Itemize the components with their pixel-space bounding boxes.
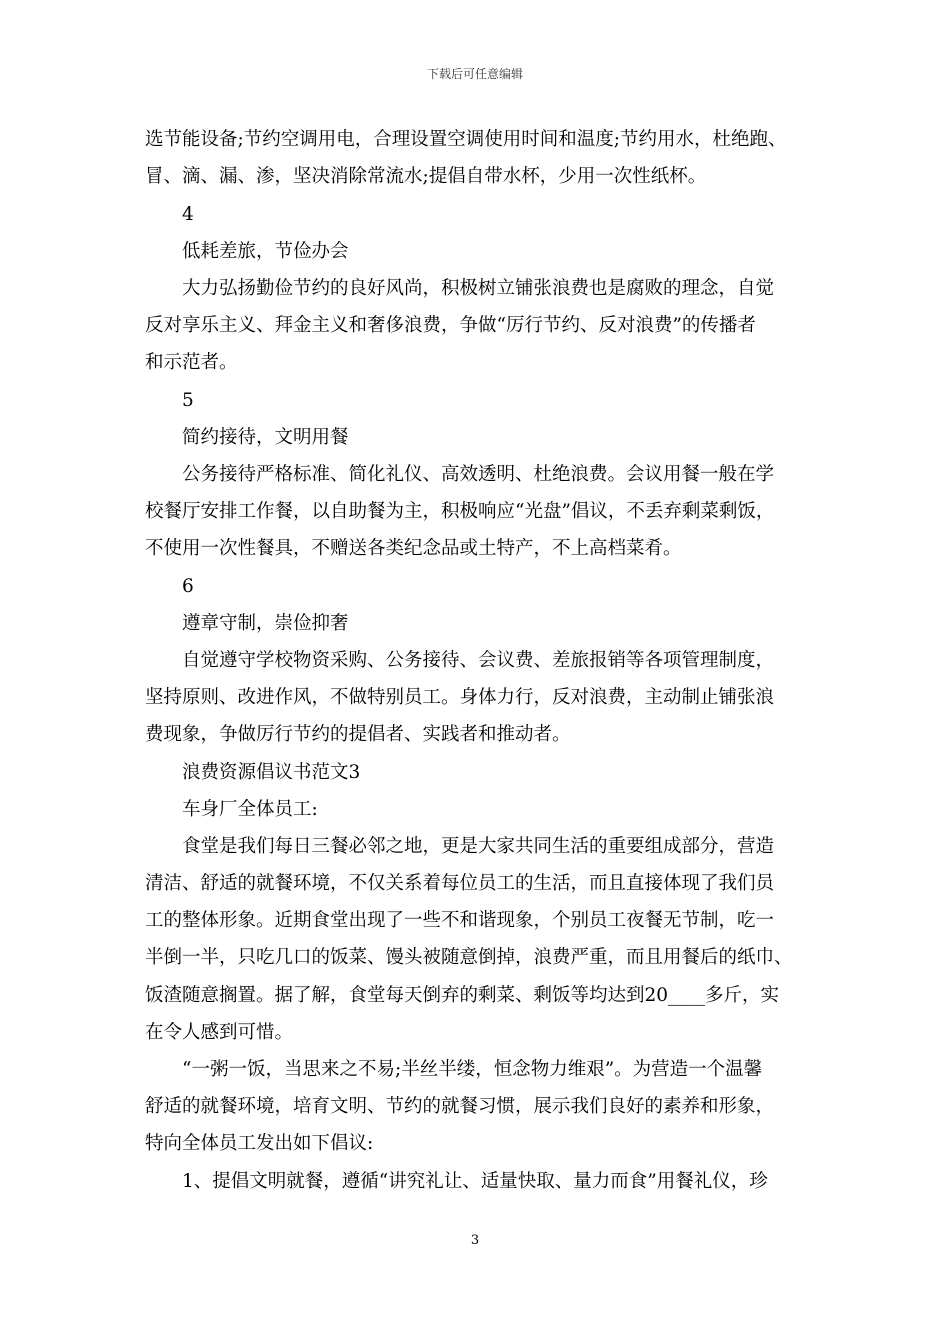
- body-line: 食堂是我们每日三餐必邻之地，更是大家共同生活的重要组成部分，营造: [182, 836, 775, 857]
- body-line: 公务接待严格标准、简化礼仪、高效透明、杜绝浪费。会议用餐一般在学: [182, 464, 775, 485]
- body-line: 冒、滴、漏、渗，坚决消除常流水;提倡自带水杯，少用一次性纸杯。: [145, 166, 707, 187]
- section-heading: 简约接待，文明用餐: [182, 427, 349, 448]
- body-line: 不使用一次性餐具，不赠送各类纪念品或土特产，不上高档菜肴。: [145, 538, 682, 559]
- body-line: 清洁、舒适的就餐环境，不仅关系着每位员工的生活，而且直接体现了我们员: [145, 873, 775, 894]
- salutation: 车身厂全体员工:: [182, 799, 318, 820]
- section-number: 6: [182, 576, 194, 597]
- body-line: 费现象，争做厉行节约的提倡者、实践者和推动者。: [145, 724, 571, 745]
- page-number: 3: [470, 1233, 480, 1248]
- section-heading: 遵章守制，崇俭抑奢: [182, 613, 349, 634]
- body-line: 1、提倡文明就餐，遵循“讲究礼让、适量快取、量力而食”用餐礼仪，珍: [182, 1171, 768, 1192]
- body-line: 坚持原则、改进作风，不做特别员工。身体力行，反对浪费，主动制止铺张浪: [145, 687, 775, 708]
- body-line: 饭渣随意搁置。据了解，食堂每天倒弃的剩菜、剩饭等均达到20____多斤，实: [145, 985, 780, 1006]
- body-line: 舒适的就餐环境，培育文明、节约的就餐习惯，展示我们良好的素养和形象，: [145, 1096, 775, 1117]
- body-line: 和示范者。: [145, 352, 238, 373]
- section-number: 5: [182, 390, 194, 411]
- body-line: 选节能设备;节约空调用电，合理设置空调使用时间和温度;节约用水，杜绝跑、: [145, 129, 787, 150]
- section-heading: 低耗差旅，节俭办会: [182, 241, 349, 262]
- body-line: 在令人感到可惜。: [145, 1022, 294, 1043]
- body-line: 工的整体形象。近期食堂出现了一些不和谐现象，个别员工夜餐无节制，吃一: [145, 910, 775, 931]
- body-line: 自觉遵守学校物资采购、公务接待、会议费、差旅报销等各项管理制度，: [182, 650, 775, 671]
- document-title: 浪费资源倡议书范文3: [182, 762, 361, 783]
- body-line: 特向全体员工发出如下倡议:: [145, 1133, 374, 1154]
- body-line: 反对享乐主义、拜金主义和奢侈浪费，争做“厉行节约、反对浪费”的传播者: [145, 315, 756, 336]
- page-header: 下载后可任意编辑: [426, 67, 523, 81]
- section-number: 4: [182, 204, 194, 225]
- body-line: “一粥一饭，当思来之不易;半丝半缕，恒念物力维艰”。为营造一个温馨: [182, 1059, 763, 1080]
- body-line: 大力弘扬勤俭节约的良好风尚，积极树立铺张浪费也是腐败的理念，自觉: [182, 278, 775, 299]
- body-line: 半倒一半，只吃几口的饭菜、馒头被随意倒掉，浪费严重，而且用餐后的纸巾、: [145, 947, 793, 968]
- body-line: 校餐厅安排工作餐，以自助餐为主，积极响应“光盘”倡议，不丢弃剩菜剩饭，: [145, 501, 775, 522]
